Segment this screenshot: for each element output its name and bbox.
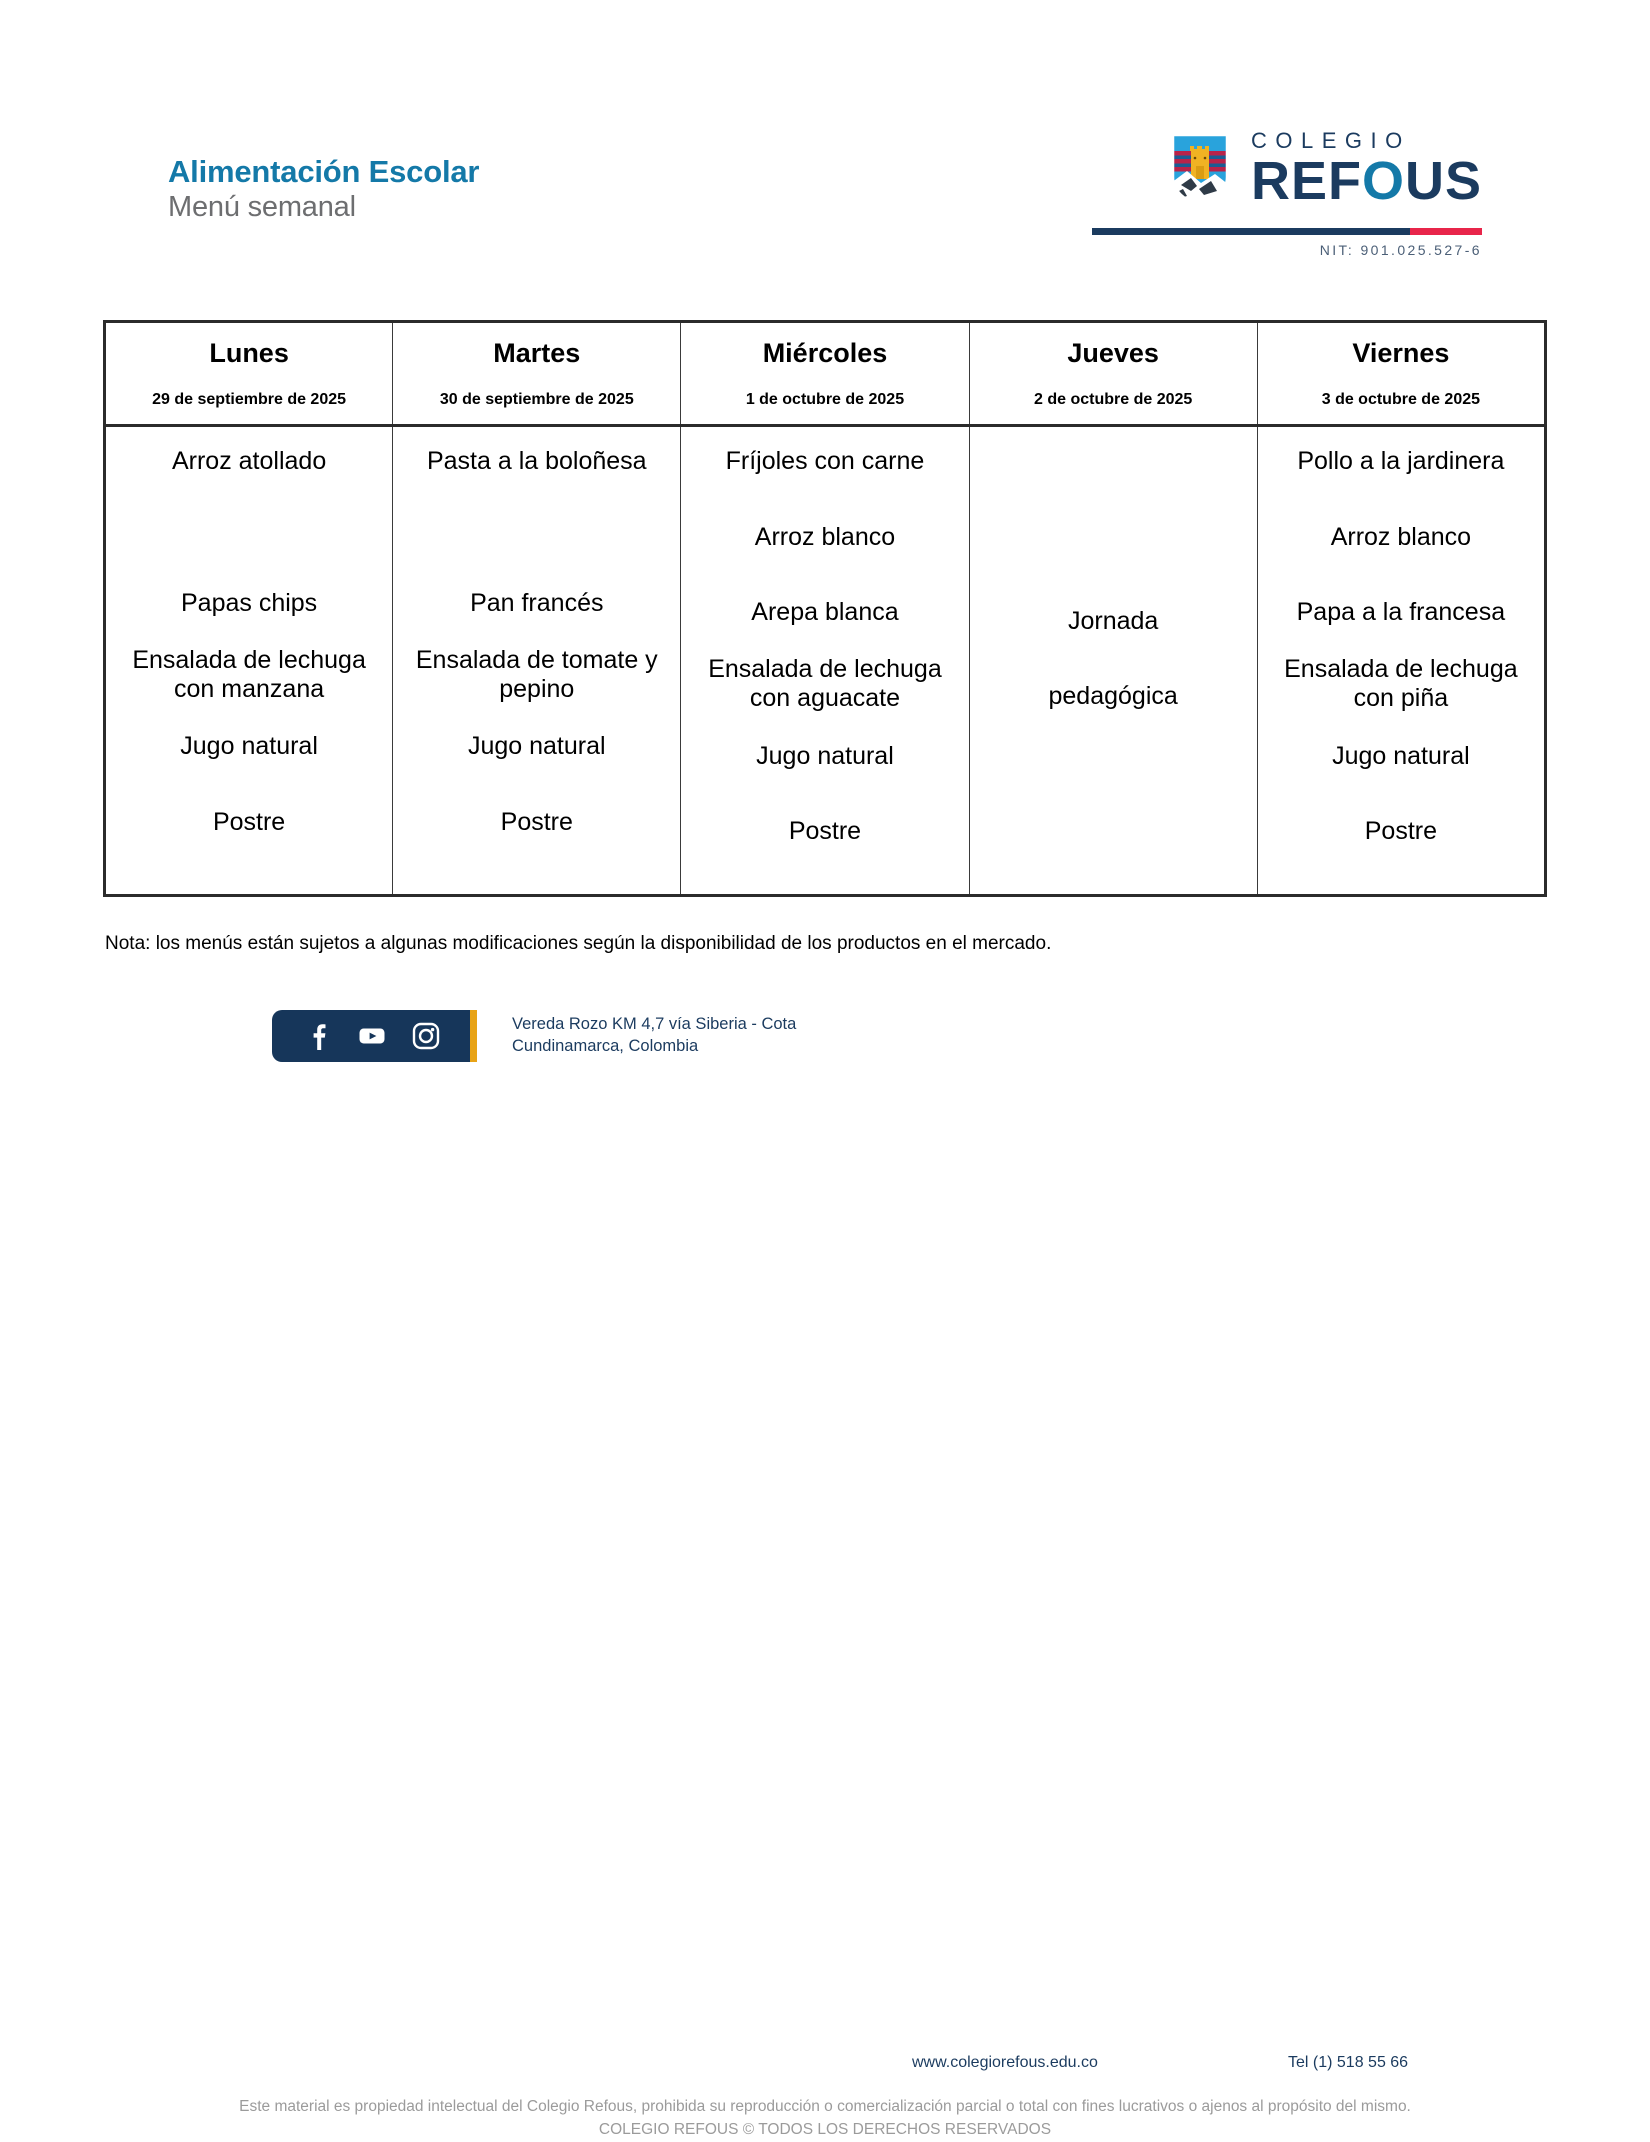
dish-item: Fríjoles con carne bbox=[725, 447, 925, 476]
dish-item: Ensalada de lechuga con manzana bbox=[132, 645, 366, 704]
dish-item: Ensalada de tomate y pepino bbox=[415, 645, 658, 704]
dish-item: Jugo natural bbox=[180, 732, 318, 761]
nit-label: NIT: 901.025.527-6 bbox=[1319, 242, 1482, 258]
footer-contact-bar bbox=[272, 1010, 1380, 1062]
brand-title: Alimentación Escolar bbox=[168, 154, 480, 189]
dish-list bbox=[691, 447, 958, 846]
column-header-lunes bbox=[105, 322, 393, 426]
table-row bbox=[105, 426, 1546, 896]
dish-item: Postre bbox=[788, 816, 862, 845]
column-header-martes bbox=[393, 322, 681, 426]
dish-item: pedagógica bbox=[1048, 681, 1178, 710]
menu-cell-lunes bbox=[105, 426, 393, 896]
dish-item: Jugo natural bbox=[756, 741, 894, 770]
dish-list bbox=[116, 447, 382, 837]
logo-refous-part1: REF bbox=[1250, 151, 1362, 212]
menu-cell-miércoles bbox=[681, 426, 969, 896]
day-name: Miércoles bbox=[762, 338, 888, 368]
day-name: Martes bbox=[493, 338, 581, 368]
day-name: Lunes bbox=[209, 338, 289, 368]
day-date: 30 de septiembre de 2025 bbox=[439, 390, 634, 408]
menu-cell-content bbox=[1268, 447, 1534, 846]
day-date: 1 de octubre de 2025 bbox=[745, 390, 905, 408]
menu-cell-content bbox=[403, 447, 670, 837]
document-footer bbox=[0, 1010, 1650, 2139]
column-header-viernes bbox=[1257, 322, 1545, 426]
day-name: Viernes bbox=[1352, 338, 1450, 368]
menu-cell-jueves bbox=[969, 426, 1257, 896]
footer-telephone: Tel (1) 518 55 66 bbox=[1288, 2054, 1409, 2071]
school-logo bbox=[1092, 120, 1482, 270]
menu-note: Nota: los menús están sujetos a algunas modificaciones según la disponibilidad de los productos en el mercado. bbox=[105, 933, 1052, 954]
column-header-miércoles bbox=[681, 322, 969, 426]
dish-item: Papa a la francesa bbox=[1296, 597, 1506, 626]
dish-item: Postre bbox=[212, 807, 286, 836]
column-header-jueves bbox=[969, 322, 1257, 426]
menu-cell-martes bbox=[393, 426, 681, 896]
logo-colegio-text: COLEGIO bbox=[1250, 128, 1411, 154]
dish-list bbox=[403, 447, 670, 837]
menu-cell-viernes bbox=[1257, 426, 1545, 896]
dish-item: Arroz blanco bbox=[1330, 522, 1472, 551]
menu-cell-content bbox=[116, 447, 382, 837]
logo-refous-text bbox=[1250, 151, 1482, 212]
dish-item: Jugo natural bbox=[1332, 741, 1470, 770]
dish-item: Postre bbox=[500, 807, 573, 836]
address-line-2: Cundinamarca, Colombia bbox=[512, 1037, 699, 1055]
table-body bbox=[105, 426, 1546, 896]
dish-item: Pollo a la jardinera bbox=[1297, 447, 1505, 476]
day-name: Jueves bbox=[1067, 338, 1159, 368]
address-line-1: Vereda Rozo KM 4,7 vía Siberia - Cota bbox=[512, 1015, 797, 1034]
footer-website[interactable]: www.colegiorefous.edu.co bbox=[912, 2054, 1098, 2071]
dish-item: Papas chips bbox=[180, 588, 318, 617]
dish-item: Jugo natural bbox=[467, 732, 606, 761]
document-header bbox=[0, 120, 1650, 270]
shield-crest-icon bbox=[1171, 133, 1229, 207]
day-date: 29 de septiembre de 2025 bbox=[152, 390, 347, 408]
legal-line-2: COLEGIO REFOUS © TODOS LOS DERECHOS RESERVADOS bbox=[598, 2121, 1052, 2139]
footer-address bbox=[512, 1014, 796, 1058]
dish-list bbox=[1268, 447, 1534, 846]
weekly-menu-table bbox=[103, 320, 1547, 897]
facebook-icon[interactable] bbox=[304, 1022, 332, 1050]
brand-subtitle: Menú semanal bbox=[168, 190, 356, 223]
day-date: 3 de octubre de 2025 bbox=[1321, 390, 1481, 408]
logo-rule-navy bbox=[1092, 228, 1410, 235]
logo-rule-red bbox=[1410, 228, 1482, 235]
logo-divider-rule bbox=[1092, 228, 1482, 235]
dish-item: Jornada bbox=[1067, 606, 1159, 635]
table-head bbox=[105, 322, 1546, 426]
logo-refous-part2: US bbox=[1404, 151, 1482, 212]
dish-item: Arroz blanco bbox=[754, 522, 896, 551]
footer-legal bbox=[0, 2095, 1650, 2142]
logo-refous-accent: O bbox=[1361, 151, 1405, 212]
logo-row bbox=[1092, 120, 1482, 220]
dish-item: Arepa blanca bbox=[751, 597, 899, 626]
dish-item: Pan francés bbox=[470, 588, 604, 617]
dish-item: Ensalada de lechuga con aguacate bbox=[708, 655, 942, 713]
menu-cell-content bbox=[691, 447, 958, 846]
dish-item: Postre bbox=[1364, 816, 1437, 845]
instagram-icon[interactable] bbox=[412, 1022, 440, 1050]
dish-list bbox=[980, 607, 1247, 712]
youtube-icon[interactable] bbox=[358, 1022, 386, 1050]
logo-wordmark bbox=[1250, 128, 1482, 212]
social-links bbox=[272, 1010, 470, 1062]
table-header-row bbox=[105, 322, 1546, 426]
dish-item: Arroz atollado bbox=[171, 447, 327, 476]
legal-line-1: Este material es propiedad intelectual del Colegio Refous, prohibida su reproducción o comercialización parcial o total con fines lucrativos o ajenos al propósito del mismo. bbox=[239, 2098, 1411, 2115]
dish-item: Pasta a la boloñesa bbox=[426, 447, 647, 476]
menu-cell-content bbox=[980, 447, 1247, 870]
brand-title-block bbox=[168, 155, 479, 224]
dish-item: Ensalada de lechuga con piña bbox=[1284, 655, 1518, 713]
day-date: 2 de octubre de 2025 bbox=[1034, 390, 1193, 408]
